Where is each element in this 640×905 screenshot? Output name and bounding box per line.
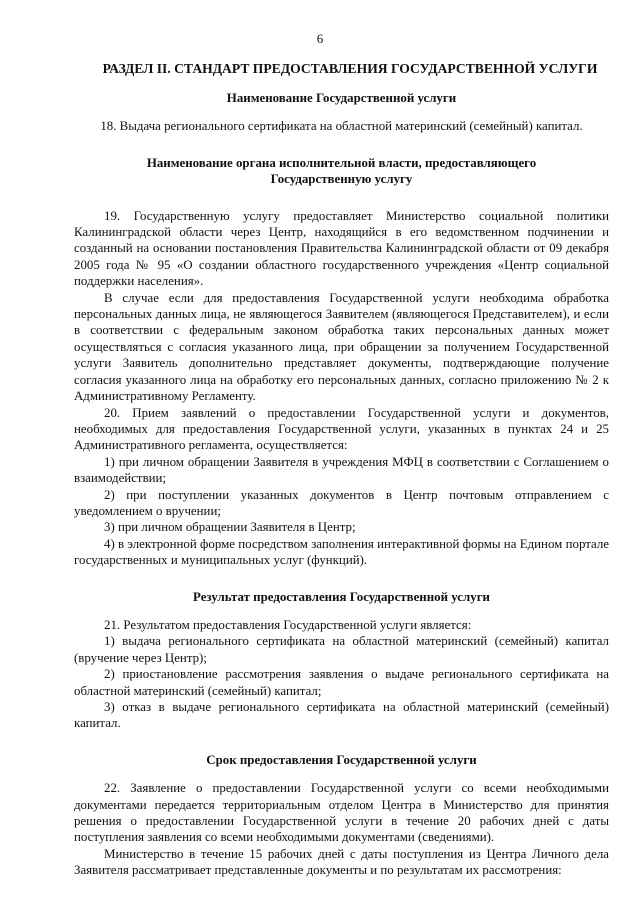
heading-service-name: Наименование Государственной услуги bbox=[226, 91, 457, 105]
heading-result: Результат предоставления Государственной услуги bbox=[193, 589, 490, 604]
page-number: 6 bbox=[316, 31, 324, 46]
heading-term: Срок предоставления Государственной услуги bbox=[206, 752, 477, 767]
paragraph-22: 22. Заявление о предоставлении Государственной услуги со всеми необходимыми документами передается территориальным отделом Центра в Министерство для принятия решения о предоставлении Государственной услуги в течение 20 рабочих дней с даты поступления заявления со всеми необходимыми документами (сведениями). bbox=[74, 781, 609, 845]
paragraph-22-ministry: Министерство в течение 15 рабочих дней с даты поступления из Центра Личного дела Заявителя рассматривает представленные документы и по результатам их рассмотрения: bbox=[74, 846, 609, 878]
paragraph-20-item-1: 1) при личном обращении Заявителя в учреждения МФЦ в соответствии с Соглашением о взаимодействии; bbox=[74, 454, 609, 486]
paragraph-20-item-3: 3) при личном обращении Заявителя в Центр; bbox=[104, 520, 356, 535]
paragraph-20-item-2: 2) при поступлении указанных документов в Центр почтовым отправлением с уведомлением о вручении; bbox=[74, 487, 609, 518]
paragraph-19-consent: В случае если для предоставления Государственной услуги необходима обработка персональных данных лица, не являющегося Заявителем (являющегося Представителем), и если в соответствии с федеральным законом обработка таких персональных данных может осуществляться с согласия указанного лица, при обращении за получением Государственной услуги Заявитель дополнительно представляет документы, подтверждающие получение согласия указанного лица на обработку его персональных данных, согласно приложению № 2 к Административному Регламенту. bbox=[74, 290, 609, 404]
paragraph-20-item-4: 4) в электронной форме посредством заполнения интерактивной формы на Едином портале государственных и муниципальных услуг (функций). bbox=[74, 536, 609, 568]
document-body bbox=[74, 90, 609, 879]
paragraph-21-item-3: 3) отказ в выдаче регионального сертификата на областной материнский (семейный) капитал. bbox=[74, 700, 609, 731]
paragraph-20: 20. Прием заявлений о предоставлении Государственной услуги и документов, необходимых для предоставления Государственной услуги, указанных в пунктах 24 и 25 Административного регламента, осуществляется: bbox=[74, 405, 609, 453]
paragraph-19: 19. Государственную услугу предоставляет Министерство социальной политики Калининградской области через Центр, находящийся в его ведомственном подчинении и созданный на основании постановления Правительства Калининградской области от 09 декабря 2005 года № 95 «О создании областного государственного учреждения «Центр социальной поддержки населения». bbox=[74, 208, 609, 289]
heading-authority: Наименование органа исполнительной власти, предоставляющего Государственную услугу bbox=[146, 155, 537, 187]
section-title: РАЗДЕЛ II. СТАНДАРТ ПРЕДОСТАВЛЕНИЯ ГОСУДАРСТВЕННОЙ УСЛУГИ bbox=[102, 61, 598, 76]
paragraph-21-item-1: 1) выдача регионального сертификата на областной материнский (семейный) капитал (вручение через Центр); bbox=[74, 634, 609, 665]
paragraph-18: 18. Выдача регионального сертификата на областной материнский (семейный) капитал. bbox=[100, 119, 583, 134]
paragraph-21-item-2: 2) приостановление рассмотрения заявления о выдаче регионального сертификата на областной материнский (семейный) капитал; bbox=[74, 667, 609, 698]
paragraph-21: 21. Результатом предоставления Государственной услуги является: bbox=[104, 617, 472, 632]
